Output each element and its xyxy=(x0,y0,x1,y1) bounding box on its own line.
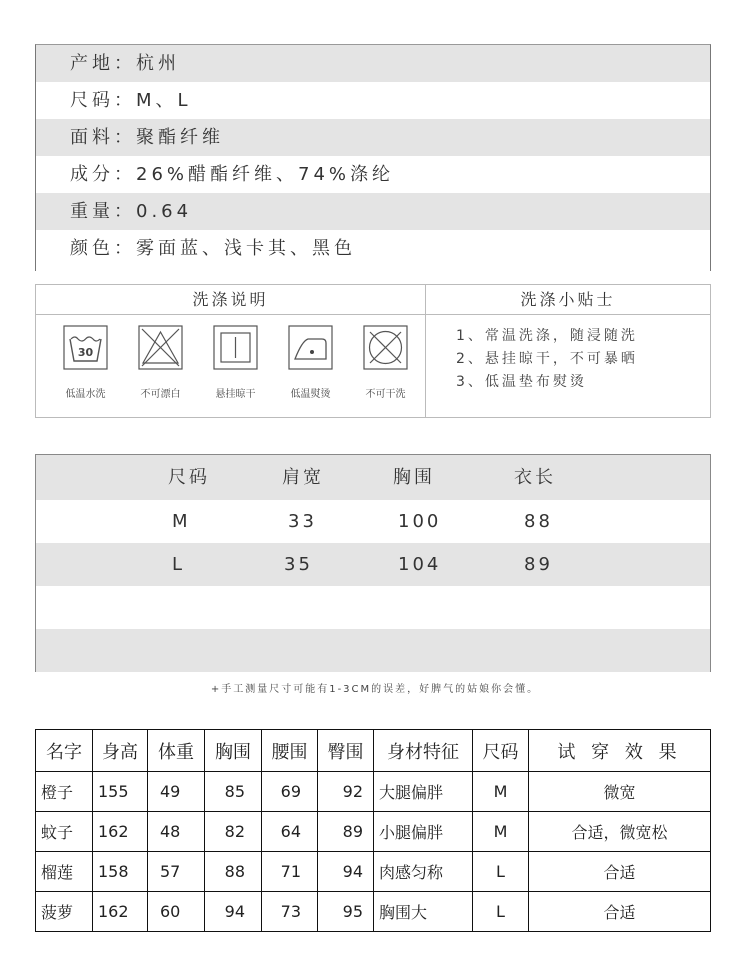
tryon-cell: 162 xyxy=(93,892,148,932)
tryon-header-cell: 腰围 xyxy=(262,730,318,772)
no-dry-clean-icon xyxy=(363,325,408,370)
tryon-cell: 94 xyxy=(205,892,262,932)
tryon-header-cell: 胸围 xyxy=(205,730,262,772)
info-value: 26%醋酯纤维、74%涤纶 xyxy=(136,164,395,185)
icon-caption: 悬挂晾干 xyxy=(215,389,256,400)
info-value: 雾面蓝、浅卡其、黑色 xyxy=(136,238,356,259)
info-label: 尺码： xyxy=(70,90,136,111)
size-cell: L xyxy=(172,554,186,575)
tryon-cell: 162 xyxy=(93,812,148,852)
size-row xyxy=(36,500,710,543)
tryon-cell: 88 xyxy=(205,852,262,892)
tryon-header-cell: 身高 xyxy=(93,730,148,772)
size-cell: 33 xyxy=(288,511,317,532)
wash-item xyxy=(273,325,348,400)
info-row-composition xyxy=(36,156,710,193)
tip-item: 3、低温垫布熨烫 xyxy=(456,374,587,390)
tryon-header-row xyxy=(36,730,711,772)
tryon-table xyxy=(35,729,711,932)
tryon-cell: M xyxy=(473,772,529,812)
tryon-row xyxy=(36,772,711,812)
tryon-cell: 73 xyxy=(262,892,318,932)
info-value: M、L xyxy=(136,90,192,111)
info-row-weight xyxy=(36,193,710,230)
icon-caption: 低温水洗 xyxy=(65,389,106,400)
tryon-cell: 榴莲 xyxy=(36,852,93,892)
washing-tips-title: 洗涤小贴士 xyxy=(426,285,710,315)
info-row-size xyxy=(36,82,710,119)
size-row-empty xyxy=(36,586,710,629)
size-cell: 100 xyxy=(398,511,442,532)
tryon-header-cell: 名字 xyxy=(36,730,93,772)
wash-item xyxy=(348,325,423,400)
tryon-cell: 菠萝 xyxy=(36,892,93,932)
tryon-cell: 橙子 xyxy=(36,772,93,812)
info-row-fabric xyxy=(36,119,710,156)
tryon-cell: 合适 xyxy=(529,892,711,932)
tryon-cell: 92 xyxy=(318,772,374,812)
tryon-header-cell: 体重 xyxy=(148,730,205,772)
tryon-cell: 89 xyxy=(318,812,374,852)
measurement-note: +手工测量尺寸可能有1-3CM的误差，好脾气的姑娘你会懂。 xyxy=(210,684,540,695)
tryon-cell: 肉感匀称 xyxy=(374,852,473,892)
tryon-cell: 57 xyxy=(148,852,205,892)
hang-dry-icon xyxy=(213,325,258,370)
low-iron-icon xyxy=(288,325,333,370)
tryon-cell: 小腿偏胖 xyxy=(374,812,473,852)
size-cell: 35 xyxy=(284,554,313,575)
info-value: 杭州 xyxy=(136,53,180,74)
info-label: 成分： xyxy=(70,164,136,185)
tryon-cell: L xyxy=(473,852,529,892)
wash-item xyxy=(123,325,198,400)
tryon-header-cell: 尺码 xyxy=(473,730,529,772)
size-header-cell: 肩宽 xyxy=(282,467,324,488)
tryon-cell: 48 xyxy=(148,812,205,852)
wash-30-icon xyxy=(63,325,108,370)
tryon-row xyxy=(36,812,711,852)
tip-item: 1、常温洗涤，随浸随洗 xyxy=(456,328,638,344)
tryon-cell: 158 xyxy=(93,852,148,892)
tryon-cell: 微宽 xyxy=(529,772,711,812)
washing-tips xyxy=(426,285,710,417)
tryon-cell: 49 xyxy=(148,772,205,812)
info-label: 重量： xyxy=(70,201,136,222)
tryon-cell: 94 xyxy=(318,852,374,892)
tryon-cell: 71 xyxy=(262,852,318,892)
tryon-cell: 82 xyxy=(205,812,262,852)
product-info-panel xyxy=(35,44,711,271)
tryon-cell: 85 xyxy=(205,772,262,812)
no-bleach-icon xyxy=(138,325,183,370)
tryon-header-cell: 试 穿 效 果 xyxy=(529,730,711,772)
tryon-cell: L xyxy=(473,892,529,932)
size-cell: 88 xyxy=(524,511,553,532)
size-header-cell: 胸围 xyxy=(393,467,435,488)
tryon-cell: 60 xyxy=(148,892,205,932)
info-label: 产地： xyxy=(70,53,136,74)
washing-panel xyxy=(35,284,711,418)
tryon-cell: 69 xyxy=(262,772,318,812)
wash-temp-label: 30 xyxy=(77,346,94,359)
tip-item: 2、悬挂晾干，不可暴晒 xyxy=(456,351,638,367)
tryon-cell: 155 xyxy=(93,772,148,812)
tryon-cell: 胸围大 xyxy=(374,892,473,932)
size-table xyxy=(35,454,711,672)
info-label: 面料： xyxy=(70,127,136,148)
tryon-cell: 合适，微宽松 xyxy=(529,812,711,852)
size-row xyxy=(36,543,710,586)
size-cell: M xyxy=(172,511,191,532)
info-value: 0.64 xyxy=(136,201,193,222)
size-header-row xyxy=(36,455,710,500)
tips-list xyxy=(426,315,710,394)
washing-title: 洗涤说明 xyxy=(36,285,425,315)
wash-item xyxy=(198,325,273,400)
size-row-empty xyxy=(36,629,710,672)
icon-caption: 低温熨烫 xyxy=(290,389,331,400)
size-header-cell: 尺码 xyxy=(168,467,210,488)
tryon-header-cell: 臀围 xyxy=(318,730,374,772)
washing-icons xyxy=(36,315,425,400)
tryon-cell: 64 xyxy=(262,812,318,852)
icon-caption: 不可漂白 xyxy=(140,389,181,400)
wash-item xyxy=(48,325,123,400)
icon-caption: 不可干洗 xyxy=(365,389,406,400)
tryon-row xyxy=(36,852,711,892)
tryon-cell: 大腿偏胖 xyxy=(374,772,473,812)
tryon-cell: 蚊子 xyxy=(36,812,93,852)
tryon-cell: M xyxy=(473,812,529,852)
tryon-header-cell: 身材特征 xyxy=(374,730,473,772)
tryon-cell: 合适 xyxy=(529,852,711,892)
size-cell: 89 xyxy=(524,554,553,575)
tryon-row xyxy=(36,892,711,932)
info-row-origin xyxy=(36,45,710,82)
size-cell: 104 xyxy=(398,554,442,575)
info-label: 颜色： xyxy=(70,238,136,259)
info-value: 聚酯纤维 xyxy=(136,127,224,148)
size-header-cell: 衣长 xyxy=(514,467,556,488)
tryon-cell: 95 xyxy=(318,892,374,932)
info-row-color xyxy=(36,230,710,267)
washing-instructions xyxy=(36,285,426,417)
